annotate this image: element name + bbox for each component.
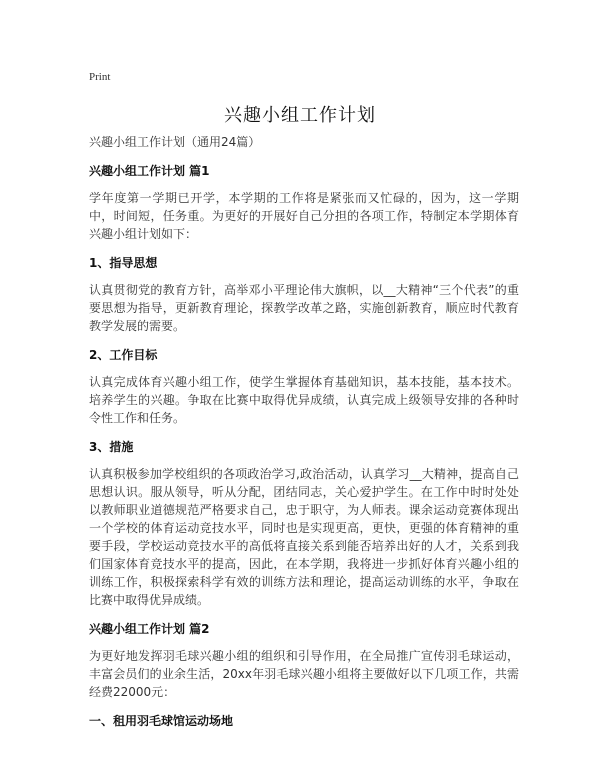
document-subtitle: 兴趣小组工作计划（通用24篇） (89, 135, 261, 149)
section-paragraph-guiding-thought: 认真贯彻党的教育方针，高举邓小平理论伟大旗帜，以__大精神“三个代表”的重要思想为指导，更新教育理论，探教学改革之路，实施创新教育，顺应时代教育教学发展的需要。 (89, 283, 519, 333)
section-heading-part2: 兴趣小组工作计划 篇2 (89, 622, 210, 636)
section-paragraph-part2: 为更好地发挥羽毛球兴趣小组的组织和引导作用，在全局推广宣传羽毛球运动，丰富会员们的业余生活，20xx年羽毛球兴趣小组将主要做好以下几项工作，共需经费22000元： (89, 649, 519, 699)
section-heading-part1: 兴趣小组工作计划 篇1 (89, 164, 210, 178)
section-paragraph-part1: 学年度第一学期已开学，本学期的工作将是紧张而又忙碌的，因为，这一学期中，时间短，任务重。为更好的开展好自己分担的各项工作，特制定本学期体育兴趣小组计划如下： (89, 191, 519, 241)
section-heading-venue-rental: 一、租用羽毛球馆运动场地 (89, 714, 234, 728)
section-heading-guiding-thought: 1、指导思想 (89, 256, 158, 270)
section-heading-measures: 3、措施 (89, 440, 134, 454)
section-heading-work-goals: 2、工作目标 (89, 348, 158, 362)
section-paragraph-work-goals: 认真完成体育兴趣小组工作，使学生掌握体育基础知识，基本技能，基本技术。培养学生的兴趣。争取在比赛中取得优异成绩，认真完成上级领导安排的各种时令性工作和任务。 (89, 375, 519, 425)
section-paragraph-measures: 认真积极参加学校组织的各项政治学习,政治活动，认真学习__大精神，提高自己思想认识。服从领导，听从分配，团结同志，关心爱护学生。在工作中时时处处以教师职业道德规范严格要求自己，忠于职守，为人师表。课余运动竞赛体现出一个学校的体育运动竞技水平，同时也是实现更高，更快，更强的体育精神的重要手段，学校运动竞技水平的高低将直接关系到能否培养出好的人才，关系到我们国家体育竞技水平的提高，因此，在本学期，我将进一步抓好体育兴趣小组的训练工作，积极探索科学有效的训练方法和理论，提高运动训练的水平，争取在比赛中取得优异成绩。 (89, 467, 519, 607)
page-title: 兴趣小组工作计划 (224, 105, 376, 126)
document-body (89, 134, 519, 739)
print-label: Print (89, 71, 111, 83)
